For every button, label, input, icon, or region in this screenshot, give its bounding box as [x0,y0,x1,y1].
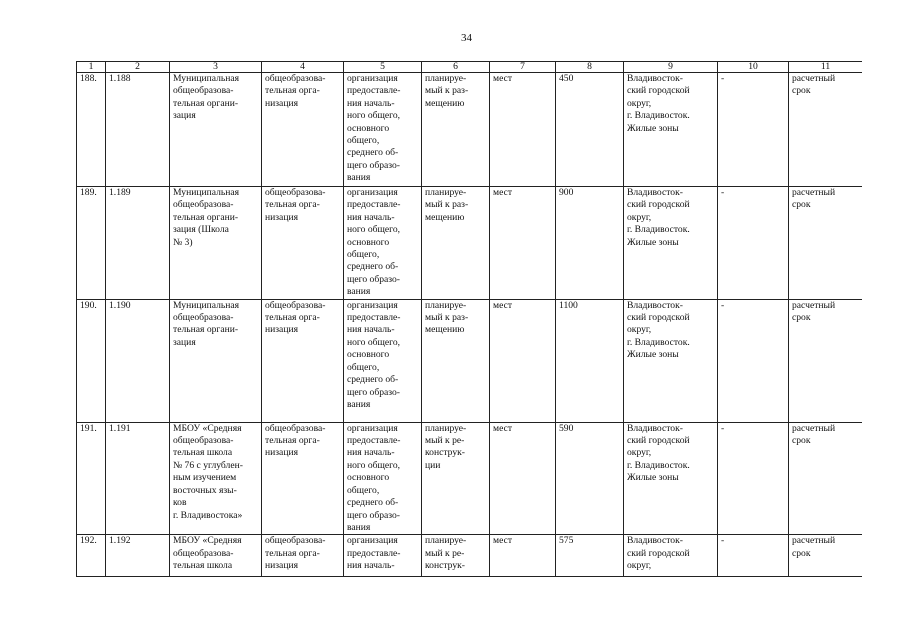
cell-text-line: срок [792,85,811,97]
cell-text-line: общеобразова- [265,187,326,198]
cell-text-line: Владивосток- [627,73,683,84]
cell-text-line: планируе- [425,299,467,311]
column-number: 6 [422,62,490,73]
type-cell [262,422,344,535]
cell-text-line: вания [347,521,371,533]
column-number: 5 [344,62,422,73]
cell-text-line: мест [493,73,513,84]
cell-text-line: предоставле- [347,547,401,559]
cell-text-line: низация [265,97,298,109]
cell-text-line: общеобразова- [173,547,234,559]
cell-text-line: тельная школа [173,447,233,459]
unit-cell [490,299,556,422]
cell-text-line: 1100 [559,299,578,311]
cell-text-line: № 3) [173,236,193,248]
cell-text-line: общего, [347,361,380,373]
zone-cell [718,73,789,187]
cell-text-line: среднего об- [347,147,399,159]
cell-text-line: мый к раз- [425,312,469,324]
cell-text-line: 191. [80,422,97,434]
cell-text-line: низация [265,560,298,572]
purpose-cell [344,187,422,300]
cell-text-line: среднего об- [347,497,399,509]
capacity-cell [556,422,624,535]
cell-text-line: конструк- [425,560,465,572]
cell-text-line: ния началь- [347,560,395,572]
cell-text-line: тельная органи- [173,211,239,223]
cell-text-line: зация (Школа [173,224,229,236]
cell-text-line: организация [347,299,398,311]
term-cell [789,422,863,535]
row-number-cell [77,73,106,187]
row-number-cell [77,299,106,422]
row-number-cell [77,535,106,577]
cell-text-line: - [721,73,725,84]
cell-text-line: ния началь- [347,324,395,336]
cell-text-line: ции [425,459,441,471]
cell-text-line: зация [173,336,196,348]
name-cell [170,73,262,187]
cell-text-line: г. Владивосток. [627,336,690,348]
cell-text-line: ский городской [627,435,690,447]
cell-text-line: срок [792,547,811,559]
capacity-cell [556,299,624,422]
page-number: 34 [461,32,472,44]
cell-text-line: мещению [425,211,465,223]
cell-text-line: общеобразова- [173,85,234,97]
column-number: 1 [77,62,106,73]
cell-text-line: 190. [80,299,97,311]
cell-text-line: Владивосток- [627,422,683,434]
cell-text-line: г. Владивосток. [627,224,690,236]
cell-text-line: тельная органи- [173,97,239,109]
cell-text-line: общеобразова- [173,435,234,447]
unit-cell [490,73,556,187]
cell-text-line: вания [347,286,371,298]
cell-text-line: конструк- [425,447,465,459]
cell-text-line: округ, [627,560,652,572]
purpose-cell [344,299,422,422]
cell-text-line: Жилые зоны [627,236,679,248]
name-cell [170,299,262,422]
cell-text-line: низация [265,447,298,459]
name-cell [170,535,262,577]
column-number: 3 [170,62,262,73]
cell-text-line: - [721,187,725,198]
cell-text-line: ного общего, [347,336,401,348]
code-cell [106,535,170,577]
location-cell [624,422,718,535]
code-cell [106,187,170,300]
cell-text-line: мест [493,535,513,547]
column-number: 11 [789,62,863,73]
cell-text-line: срок [792,199,811,211]
cell-text-line: планируе- [425,535,467,547]
zone-cell [718,535,789,577]
cell-text-line: тельная орга- [265,547,320,559]
cell-text-line: организация [347,422,398,434]
column-number: 2 [106,62,170,73]
cell-text-line: ния началь- [347,447,395,459]
cell-text-line: срок [792,435,811,447]
term-cell [789,299,863,422]
cell-text-line: общего, [347,135,380,147]
cell-text-line: срок [792,312,811,324]
cell-text-line: общеобразова- [265,73,326,84]
cell-text-line: - [721,535,725,547]
table-container [76,61,862,577]
status-cell [422,299,490,422]
cell-text-line: 1.188 [109,73,131,84]
cell-text-line: 1.192 [109,535,131,547]
cell-text-line: Жилые зоны [627,472,679,484]
cell-text-line: мый к раз- [425,199,469,211]
cell-text-line: № 76 с углублен- [173,459,243,471]
cell-text-line: организация [347,535,398,547]
cell-text-line: предоставле- [347,199,401,211]
cell-text-line: общего, [347,484,380,496]
code-cell [106,422,170,535]
cell-text-line: расчетный [792,187,836,198]
cell-text-line: 590 [559,422,574,434]
cell-text-line: округ, [627,447,652,459]
cell-text-line: ский городской [627,199,690,211]
table-body [77,62,863,578]
name-cell [170,422,262,535]
column-number: 7 [490,62,556,73]
unit-cell [490,422,556,535]
cell-text-line: среднего об- [347,261,399,273]
cell-text-line: предоставле- [347,85,401,97]
cell-text-line: Жилые зоны [627,349,679,361]
term-cell [789,73,863,187]
column-number: 10 [718,62,789,73]
cell-text-line: 189. [80,187,97,198]
cell-text-line: среднего об- [347,374,399,386]
cell-text-line: расчетный [792,73,836,84]
cell-text-line: низация [265,324,298,336]
code-cell [106,299,170,422]
cell-text-line: 1.191 [109,422,131,434]
status-cell [422,422,490,535]
cell-text-line: расчетный [792,299,836,311]
cell-text-line: зация [173,110,196,122]
purpose-cell [344,73,422,187]
cell-text-line: Муниципальная [173,73,240,84]
cell-text-line: мый к ре- [425,547,465,559]
cell-text-line: МБОУ «Средняя [173,535,242,547]
cell-text-line: мещению [425,324,465,336]
cell-text-line: тельная орга- [265,435,320,447]
status-cell [422,535,490,577]
cell-text-line: общеобразова- [173,199,234,211]
data-table [76,61,862,577]
cell-text-line: Муниципальная [173,187,240,198]
cell-text-line: расчетный [792,535,836,547]
cell-text-line: г. Владивосток. [627,459,690,471]
table-row [77,187,863,300]
capacity-cell [556,535,624,577]
zone-cell [718,422,789,535]
cell-text-line: 1.189 [109,187,131,198]
cell-text-line: тельная органи- [173,324,239,336]
column-number: 9 [624,62,718,73]
cell-text-line: МБОУ «Средняя [173,422,242,434]
cell-text-line: ков [173,497,187,509]
cell-text-line: щего образо- [347,386,400,398]
column-number: 4 [262,62,344,73]
cell-text-line: - [721,422,725,434]
cell-text-line: общеобразова- [265,535,326,547]
cell-text-line: ский городской [627,312,690,324]
cell-text-line: мый к раз- [425,85,469,97]
cell-text-line: ным изучением [173,472,237,484]
table-row [77,535,863,577]
cell-text-line: Владивосток- [627,299,683,311]
cell-text-line: планируе- [425,187,467,198]
location-cell [624,187,718,300]
type-cell [262,535,344,577]
location-cell [624,535,718,577]
cell-text-line: 192. [80,535,97,547]
cell-text-line: планируе- [425,73,467,84]
cell-text-line: щего образо- [347,509,400,521]
cell-text-line: г. Владивосток. [627,110,690,122]
cell-text-line: округ, [627,97,652,109]
cell-text-line: предоставле- [347,312,401,324]
cell-text-line: округ, [627,324,652,336]
column-number: 8 [556,62,624,73]
cell-text-line: щего образо- [347,159,400,171]
status-cell [422,73,490,187]
column-number-row [77,62,863,73]
cell-text-line: ния началь- [347,211,395,223]
unit-cell [490,187,556,300]
cell-text-line: тельная орга- [265,199,320,211]
cell-text-line: низация [265,211,298,223]
location-cell [624,299,718,422]
status-cell [422,187,490,300]
cell-text-line: основного [347,122,390,134]
cell-text-line: тельная орга- [265,312,320,324]
cell-text-line: организация [347,73,398,84]
row-number-cell [77,422,106,535]
zone-cell [718,187,789,300]
cell-text-line: мещению [425,97,465,109]
row-number-cell [77,187,106,300]
cell-text-line: основного [347,472,390,484]
capacity-cell [556,73,624,187]
cell-text-line: мест [493,187,513,198]
term-cell [789,535,863,577]
cell-text-line: ский городской [627,85,690,97]
cell-text-line: ния началь- [347,97,395,109]
cell-text-line: 1.190 [109,299,131,311]
cell-text-line: общеобразова- [173,312,234,324]
cell-text-line: 900 [559,187,574,198]
cell-text-line: Владивосток- [627,187,683,198]
cell-text-line: общеобразова- [265,299,326,311]
cell-text-line: тельная орга- [265,85,320,97]
cell-text-line: 575 [559,535,574,547]
cell-text-line: 450 [559,73,574,84]
cell-text-line: Муниципальная [173,299,240,311]
table-row [77,299,863,422]
location-cell [624,73,718,187]
table-row [77,422,863,535]
cell-text-line: тельная школа [173,560,233,572]
name-cell [170,187,262,300]
term-cell [789,187,863,300]
cell-text-line: общего, [347,249,380,261]
cell-text-line: ский городской [627,547,690,559]
cell-text-line: ного общего, [347,110,401,122]
type-cell [262,187,344,300]
cell-text-line: ного общего, [347,224,401,236]
cell-text-line: мест [493,299,513,311]
cell-text-line: мый к ре- [425,435,465,447]
cell-text-line: организация [347,187,398,198]
purpose-cell [344,422,422,535]
cell-text-line: ного общего, [347,459,401,471]
cell-text-line: планируе- [425,422,467,434]
cell-text-line: г. Владивостока» [173,509,243,521]
cell-text-line: мест [493,422,513,434]
zone-cell [718,299,789,422]
table-row [77,73,863,187]
cell-text-line: предоставле- [347,435,401,447]
cell-text-line: Владивосток- [627,535,683,547]
cell-text-line: вания [347,398,371,410]
cell-text-line: основного [347,349,390,361]
cell-text-line: - [721,299,725,311]
cell-text-line: основного [347,236,390,248]
type-cell [262,299,344,422]
unit-cell [490,535,556,577]
cell-text-line: округ, [627,211,652,223]
cell-text-line: вания [347,172,371,184]
code-cell [106,73,170,187]
cell-text-line: расчетный [792,422,836,434]
cell-text-line: Жилые зоны [627,122,679,134]
cell-text-line: 188. [80,73,97,84]
cell-text-line: общеобразова- [265,422,326,434]
type-cell [262,73,344,187]
purpose-cell [344,535,422,577]
capacity-cell [556,187,624,300]
cell-text-line: восточных язы- [173,484,237,496]
cell-text-line: щего образо- [347,273,400,285]
